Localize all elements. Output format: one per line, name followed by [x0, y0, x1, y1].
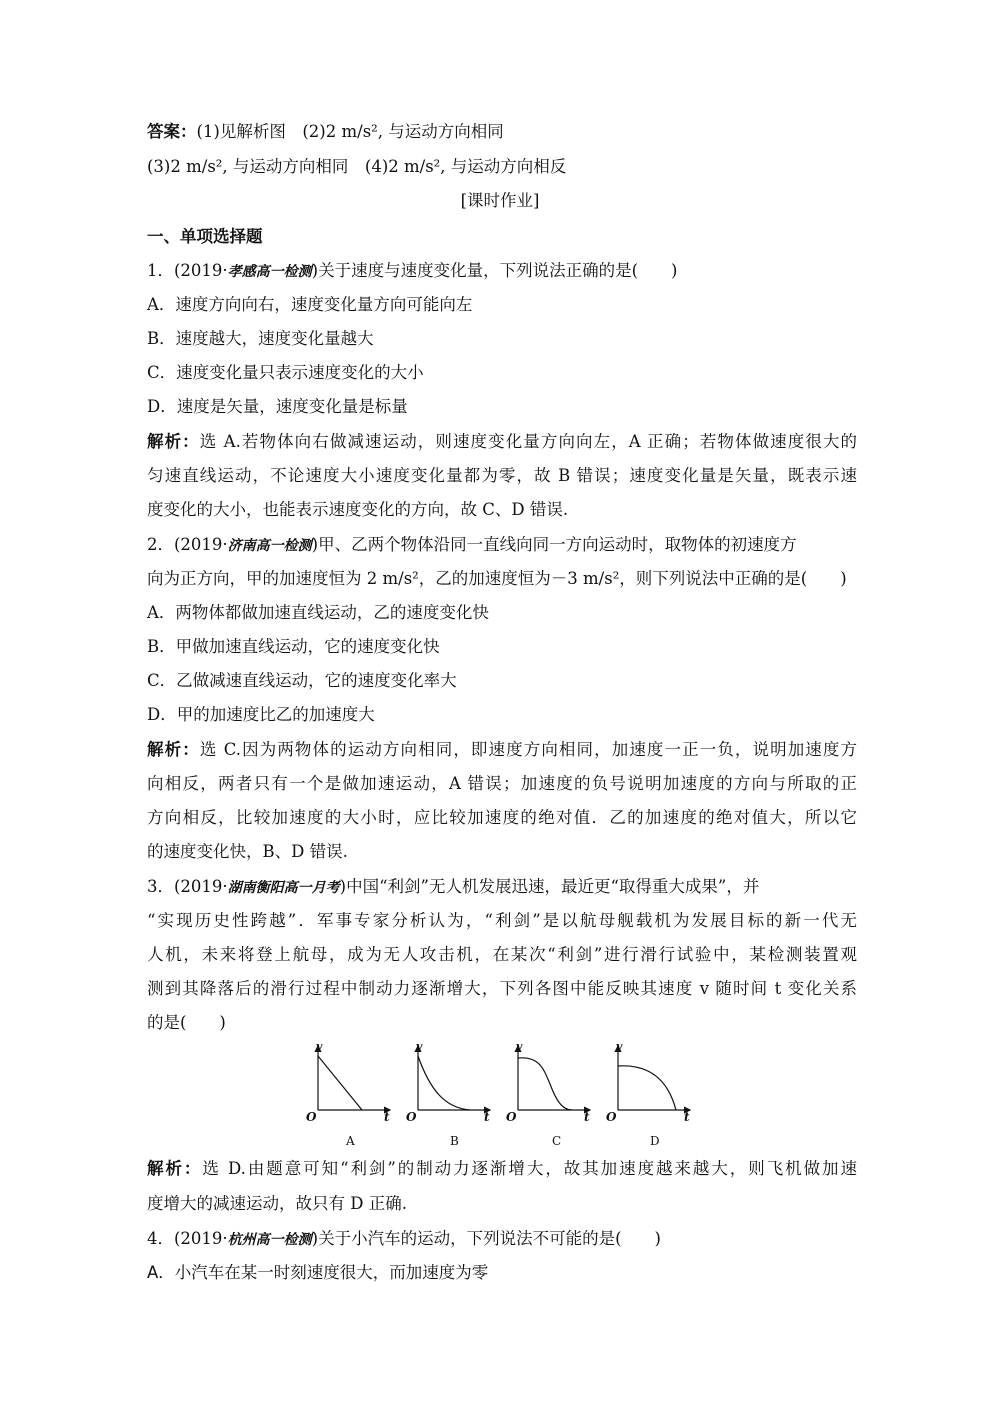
- q3-number: 3．(2019·: [147, 877, 228, 896]
- graph-a: [318, 1046, 390, 1110]
- graph-c-t: t: [584, 1110, 590, 1124]
- q2-analysis-text-1: 选 C.因为两物体的运动方向相同，即速度方向相同，加速度一正一负，说明加速度方: [199, 740, 858, 759]
- q2-stem-line-2: 向为正方向，甲的加速度恒为 2 m/s²，乙的加速度恒为－3 m/s²，则下列说法中正确的是( ): [147, 569, 847, 588]
- graph-c-origin: O: [506, 1110, 517, 1124]
- q2-analysis-line-1: [147, 740, 857, 760]
- q3-stem-line-1: [147, 877, 857, 898]
- q2-source: 济南高一检测: [227, 538, 312, 554]
- q1-analysis-line-2: 匀速直线运动，不论速度大小速度变化量都为零，故 B 错误；速度变化量是矢量，既表示速: [147, 466, 857, 485]
- graph-c-v: v: [516, 1040, 523, 1053]
- graph-d-label: D: [650, 1134, 660, 1148]
- q2-analysis-line-3: 方向相反，比较加速度的大小时，应比较加速度的绝对值．乙的加速度的绝对值大，所以它: [147, 808, 857, 827]
- q1-stem: [147, 261, 857, 282]
- graph-d-v: v: [616, 1040, 623, 1053]
- q1-stem-text: )关于速度与速度变化量，下列说法正确的是( ): [311, 261, 678, 280]
- q4-stem-text: )关于小汽车的运动，下列说法不可能的是( ): [311, 1229, 661, 1248]
- q3-stem-line-2: “实现历史性跨越”．军事专家分析认为，“利剑”是以航母舰载机为发展目标的新一代无: [147, 911, 857, 930]
- q3-analysis-line-2: 度增大的减速运动，故只有 D 正确.: [147, 1194, 407, 1213]
- graph-d: [618, 1046, 690, 1110]
- q3-stem-line-3: 人机，未来将登上航母，成为无人攻击机，在某次“利剑”进行滑行试验中，某检测装置观: [147, 945, 857, 964]
- part-title: 一、单项选择题: [147, 227, 263, 246]
- q4-option-a: A．小汽车在某一时刻速度很大，而加速度为零: [147, 1263, 489, 1282]
- q1-option-a: A．速度方向向右，速度变化量方向可能向左: [147, 295, 473, 314]
- q1-analysis-text-1: 选 A.若物体向右做减速运动，则速度变化量方向向左，A 正确；若物体做速度很大的: [199, 432, 857, 451]
- q3-source: 湖南衡阳高一月考: [227, 880, 340, 896]
- q1-option-c: C．速度变化量只表示速度变化的大小: [147, 363, 424, 382]
- q2-option-a: A．两物体都做加速直线运动，乙的速度变化快: [147, 603, 489, 622]
- q4-stem: [147, 1229, 857, 1250]
- q2-number: 2．(2019·: [147, 535, 228, 554]
- q1-analysis-line-1: [147, 432, 857, 452]
- graph-b: [418, 1046, 490, 1110]
- graph-b-origin: O: [406, 1110, 417, 1124]
- q1-analysis-line-3: 度变化的大小，也能表示速度变化的方向，故 C、D 错误.: [147, 500, 569, 519]
- graph-b-t: t: [484, 1110, 490, 1124]
- q1-analysis-label: 解析：: [147, 432, 200, 451]
- answer-label: 答案：: [147, 122, 197, 141]
- graph-a-origin: O: [306, 1110, 317, 1124]
- q3-stem-text-1: )中国“利剑”无人机发展迅速，最近更“取得重大成果”，并: [339, 877, 760, 896]
- answer-text-1: (1)见解析图 (2)2 m/s², 与运动方向相同: [196, 122, 504, 141]
- answer-line-2: (3)2 m/s², 与运动方向相同 (4)2 m/s², 与运动方向相反: [147, 157, 567, 176]
- q2-analysis-line-2: 向相反，两者只有一个是做加速运动，A 错误；加速度的负号说明加速度的方向与所取的正: [147, 774, 857, 793]
- q3-stem-line-5: 的是( ): [147, 1013, 226, 1032]
- graph-c: [518, 1046, 590, 1110]
- answer-line-1: [147, 122, 857, 142]
- q2-option-c: C．乙做减速直线运动，它的速度变化率大: [147, 671, 457, 690]
- q3-analysis-text-1: 选 D.由题意可知“利剑”的制动力逐渐增大，故其加速度越来越大，则飞机做加速: [202, 1159, 858, 1178]
- graph-c-curve: [518, 1058, 572, 1110]
- q3-graphs-svg: [300, 1040, 700, 1152]
- q3-analysis-line-1: [147, 1159, 857, 1179]
- q1-source: 孝感高一检测: [227, 264, 312, 280]
- graph-a-curve: [318, 1056, 362, 1110]
- q2-stem-text-1: )甲、乙两个物体沿同一直线向同一方向运动时，取物体的初速度方: [311, 535, 797, 554]
- graph-a-t: t: [384, 1110, 390, 1124]
- graph-d-origin: O: [606, 1110, 617, 1124]
- graph-a-label: A: [346, 1134, 355, 1148]
- q4-number: 4．(2019·: [147, 1229, 228, 1248]
- graph-b-curve: [418, 1056, 470, 1110]
- q3-stem-line-4: 测到其降落后的滑行过程中制动力逐渐增大，下列各图中能反映其速度 v 随时间 t 变化关系: [147, 979, 857, 998]
- q3-graphs: [300, 1040, 700, 1152]
- graph-c-label: C: [552, 1134, 562, 1148]
- q1-option-d: D．速度是矢量，速度变化量是标量: [147, 397, 408, 416]
- q2-option-d: D．甲的加速度比乙的加速度大: [147, 705, 375, 724]
- graph-d-curve: [618, 1066, 676, 1110]
- q2-option-b: B．甲做加速直线运动，它的速度变化快: [147, 637, 440, 656]
- graph-b-v: v: [416, 1040, 423, 1053]
- section-title: [课时作业]: [460, 191, 540, 210]
- q1-number: 1．(2019·: [147, 261, 228, 280]
- graph-d-t: t: [684, 1110, 690, 1124]
- graph-b-label: B: [450, 1134, 459, 1148]
- q3-analysis-label: 解析：: [147, 1159, 203, 1178]
- q4-source: 杭州高一检测: [227, 1232, 312, 1248]
- q2-analysis-label: 解析：: [147, 740, 200, 759]
- q2-stem-line-1: [147, 535, 857, 556]
- graph-a-v: v: [316, 1040, 323, 1053]
- q2-analysis-line-4: 的速度变化快，B、D 错误.: [147, 842, 348, 861]
- q1-option-b: B．速度越大，速度变化量越大: [147, 329, 374, 348]
